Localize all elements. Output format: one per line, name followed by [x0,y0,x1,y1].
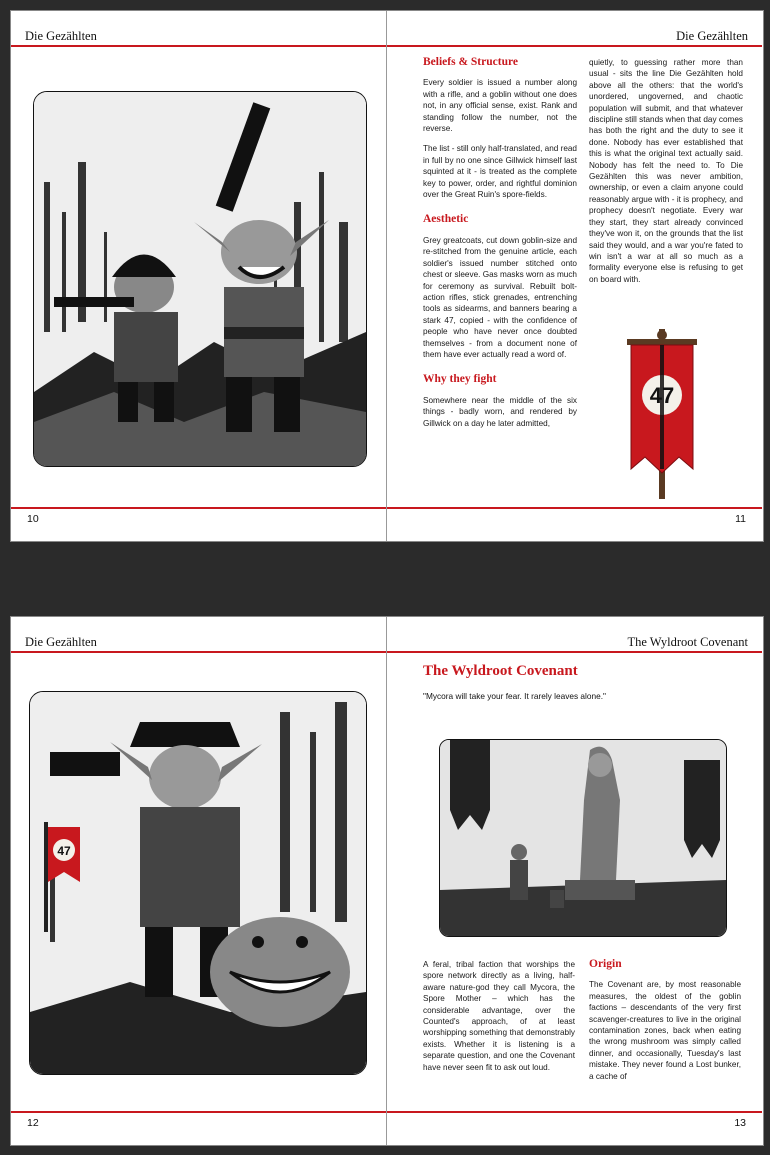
spread-pages-12-13 [10,616,764,1146]
page-12 [11,617,386,1145]
goblin-soldiers-art [34,92,366,466]
paragraph: A feral, tribal faction that worships the spore network directly as a living, half-aware nature-god they call Mycora, the Spore Mother – which has the considerable advantage, over the Counted's approach, of at least worshipping something that demonstrably exists. Whether it is listening is a separate question, and one the Covenant have never seen fit to ask out loud. [423,960,575,1072]
text-column-2 [589,959,741,1091]
header-rule [387,45,762,47]
running-header: Die Gezählten [25,29,97,43]
page-number: 12 [27,1117,39,1129]
banner-number: 47 [649,383,675,408]
section-heading-why: Why they fight [423,373,497,386]
goblin-officer-illustration [29,691,367,1075]
page-number: 10 [27,513,39,525]
page-10 [11,11,386,541]
footer-rule [11,1111,386,1113]
wyldroot-statue-art [440,740,726,936]
banner-number: 47 [57,844,71,858]
header-rule [11,45,386,47]
spread-pages-10-11 [10,10,764,542]
section-heading-origin: Origin [589,958,622,970]
text-column-1 [423,57,577,438]
section-heading-beliefs: Beliefs & Structure [423,56,518,68]
text-column-2 [589,57,743,294]
paragraph: Every soldier is issued a number along with a rifle, and a goblin without one does not, in any official sense, exist. Rank and standing follow the number, not the reverse. [423,78,577,134]
paragraph: The list - still only half-translated, and read in full by no one since Gillwick himself last squinted at it - is treated as the complete key to power, order, and rightful dominion over the Great Ruin's spore-fields. [423,144,577,200]
banner-47-illustration [623,329,701,499]
footer-rule [387,1111,762,1113]
section-heading-aesthetic: Aesthetic [423,213,469,226]
chapter-title: The Wyldroot Covenant [423,663,578,679]
text-column-1 [423,959,575,1082]
page-11 [386,11,762,541]
footer-rule [11,507,386,509]
page-number: 13 [734,1117,746,1129]
goblin-officer-art [30,692,366,1074]
goblin-soldiers-illustration [33,91,367,467]
paragraph: The Covenant are, by most reasonable measures, the oldest of the goblin factions – descendants of the very first scavenger-creatures to live in the original contamination zones, back when eating the wrong mushroom was simply called dinner, and occasionally, Tuesday's last mistake. They never found a Lost bunker, a cache of [589,980,741,1081]
page-13 [386,617,762,1145]
footer-rule [387,507,762,509]
running-header: The Wyldroot Covenant [627,635,748,649]
wyldroot-statue-illustration [439,739,727,937]
header-rule [387,651,762,653]
paragraph: Grey greatcoats, cut down goblin-size and re-stitched from the genuine article, each soldier's issued number stitched onto chest or sleeve. Gas masks worn as much for ceremony as survival. Rebuilt bolt-action rifles, stick grenades, entrenching tools as sidearms, and banners bearing a stark 47, copied - with the confidence of people who have never once doubted themselves - from a document none of them have ever actually read a word of. [423,235,577,359]
running-header: Die Gezählten [25,635,97,649]
running-header: Die Gezählten [676,29,748,43]
paragraph: Somewhere near the middle of the six things - badly worn, and rendered by Gillwick on a day he later admitted, [423,395,577,428]
header-rule [11,651,386,653]
paragraph: quietly, to guessing rather more than usual - sits the line Die Gezählten hold above all the others: that the world's unordered, ungoverned, and chaotic population will submit, and that whatever discipline still stands when that day comes has both the right and the duty to see it done. Nobody has ever established that this is what the original text actually said. Nobody has felt the need to. To Die Gezählten this was never ambition, ownership, or even a claim anyone could reasonably argue with - it is prophecy, and prophecy doesn't negotiate. Every war they start, they start already convinced they've won it, on the grounds that the list said they would, and a war you're fated to win isn't a war at all so much as a formality everyone else is refusing to get on board with. [589,58,743,284]
page-number: 11 [735,513,746,525]
epigraph-quote: "Mycora will take your fear. It rarely leaves alone." [423,691,606,701]
